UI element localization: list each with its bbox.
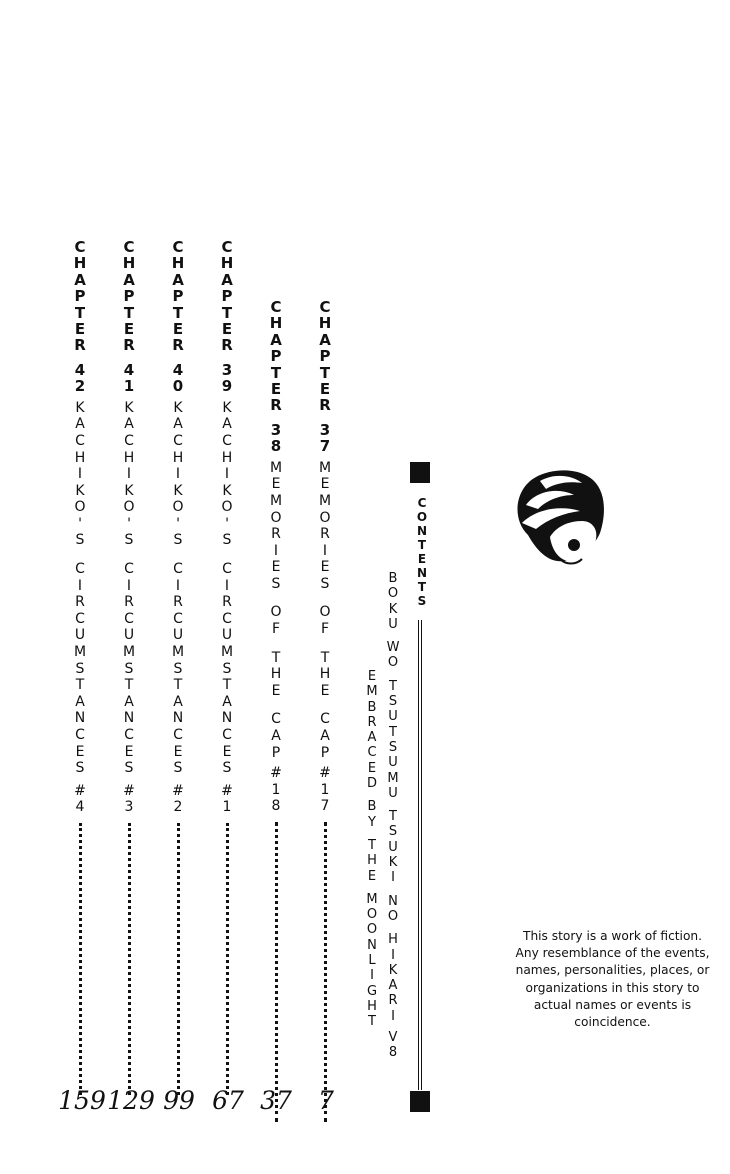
leader-dots — [177, 823, 180, 1095]
leader-dots — [275, 822, 278, 1122]
contents-rule — [418, 620, 422, 1090]
chapter-number: 3 9 — [221, 360, 233, 395]
series-title-text: B O K U W O T S U T S U M U T S U K I N O H I K A R I — [386, 571, 400, 1024]
leader-dots — [128, 823, 131, 1095]
chapter-label: C H A P T E R — [171, 238, 185, 355]
chapter-part: # 3 — [123, 782, 135, 816]
chapter-number: 4 1 — [123, 360, 135, 395]
chapter-title: K A C H I K O ' S C I R C U M S T A N C E S — [122, 399, 136, 777]
chapter-label: C H A P T E R — [122, 238, 136, 355]
series-volume: V 8 — [388, 1030, 398, 1061]
chapter-part: # 1 7 — [319, 765, 331, 815]
chapter-number: 4 0 — [172, 360, 184, 395]
chapter-label: C H A P T E R — [318, 298, 332, 415]
series-subtitle-text: E M B R A C E D B Y T H E M O O N L I G H T — [366, 669, 378, 1030]
disclaimer-text: This story is a work of fiction. Any resemblance of the events, names, personalities, places, or organizations in this story to actual names or events is coincidence. — [515, 929, 710, 1030]
series-title — [383, 572, 403, 1062]
chapter-label: C H A P T E R — [269, 298, 283, 415]
chapter-title: M E M O R I E S O F T H E C A P — [269, 459, 283, 761]
leader-dots — [324, 822, 327, 1122]
chapter-number: 3 8 — [270, 420, 282, 455]
chapter-entry-39 — [215, 240, 239, 1095]
chapter-title: K A C H I K O ' S C I R C U M S T A N C E S — [171, 399, 185, 777]
chapter-entry-38 — [264, 300, 288, 1122]
leader-dots — [79, 823, 82, 1095]
chapter-label: C H A P T E R — [220, 238, 234, 355]
page-number: 99 — [163, 1086, 195, 1115]
contents-heading-text: C O N T E N T S — [416, 496, 428, 608]
chapter-entry-42 — [68, 240, 92, 1095]
chapter-number: 3 7 — [319, 420, 331, 455]
series-subtitle — [362, 670, 382, 1031]
page-number: 7 — [318, 1086, 334, 1115]
moon-face-logo-icon — [510, 465, 606, 571]
chapter-label: C H A P T E R — [73, 238, 87, 355]
chapter-part: # 1 8 — [270, 765, 282, 815]
leader-dots — [226, 823, 229, 1095]
contents-heading — [412, 497, 432, 609]
chapter-title: K A C H I K O ' S C I R C U M S T A N C E S — [73, 399, 87, 777]
page-number: 67 — [212, 1086, 244, 1115]
chapter-entry-37 — [313, 300, 337, 1122]
chapter-title: K A C H I K O ' S C I R C U M S T A N C E S — [220, 399, 234, 777]
chapter-part: # 4 — [74, 782, 86, 816]
page-number: 129 — [107, 1086, 155, 1115]
chapter-part: # 2 — [172, 782, 184, 816]
chapter-entry-40 — [166, 240, 190, 1095]
rule-top-square — [410, 462, 430, 483]
chapter-title: M E M O R I E S O F T H E C A P — [318, 459, 332, 761]
chapter-part: # 1 — [221, 782, 233, 816]
page-number: 159 — [58, 1086, 106, 1115]
chapter-number: 4 2 — [74, 360, 86, 395]
page-number: 37 — [260, 1086, 292, 1115]
chapter-entry-41 — [117, 240, 141, 1095]
rule-bottom-square — [410, 1091, 430, 1112]
